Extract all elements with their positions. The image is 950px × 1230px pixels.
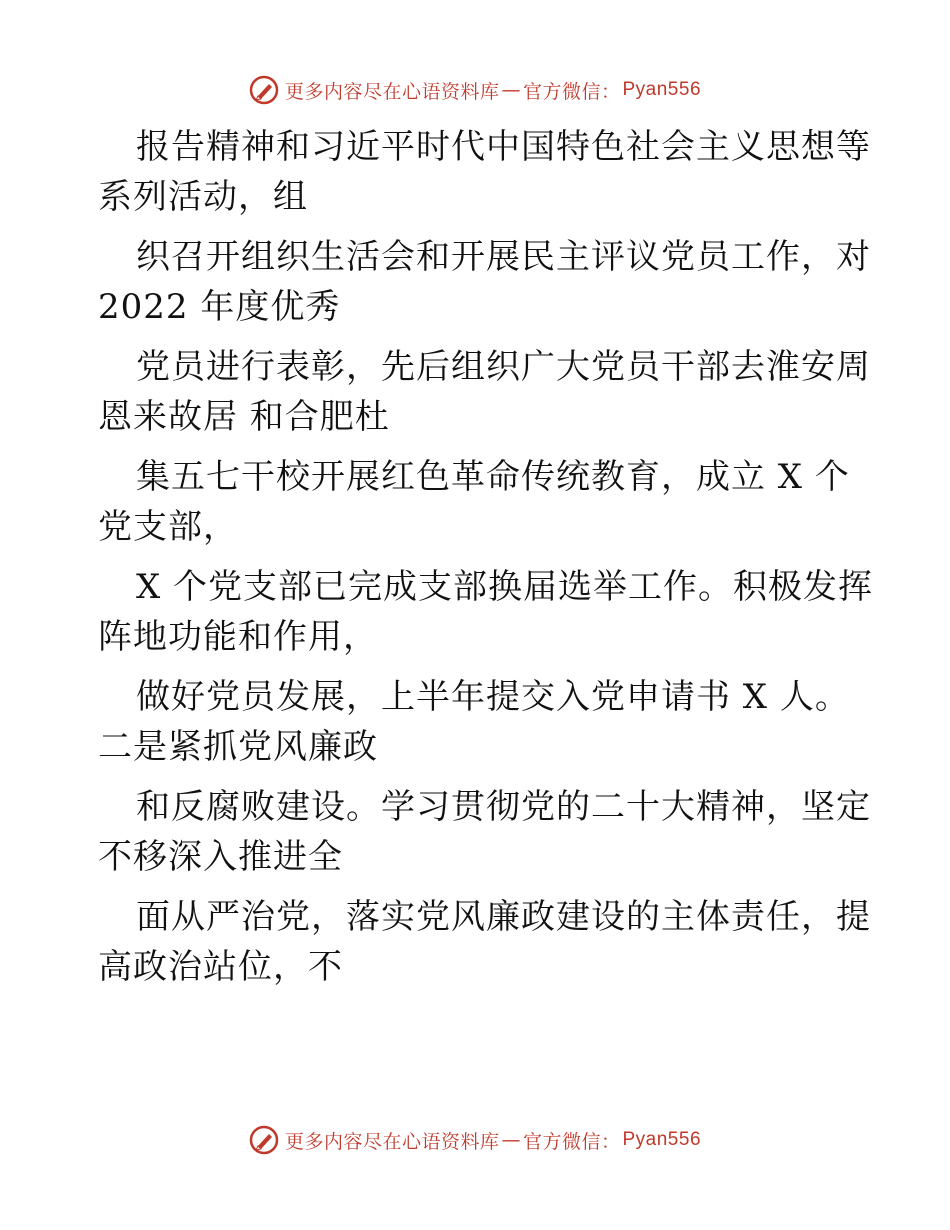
paragraph-line: 不移深入推进全 xyxy=(98,837,343,877)
watermark-dash: — xyxy=(501,79,521,101)
paragraph xyxy=(98,342,871,442)
watermark-id: Pyan556 xyxy=(622,79,702,100)
header-watermark xyxy=(0,70,950,110)
paragraph-line: 做好党员发展，上半年提交入党申请书 X 人。 xyxy=(136,677,850,717)
paragraph xyxy=(98,782,871,882)
watermark-id: Pyan556 xyxy=(622,1129,702,1150)
paragraph-line: 二是紧抓党风廉政 xyxy=(98,727,378,767)
watermark-label: 官方微信： xyxy=(522,80,621,103)
document-body xyxy=(98,122,874,1002)
paragraph-line: 党支部， xyxy=(98,507,238,547)
footer-watermark xyxy=(0,1120,950,1160)
paragraph xyxy=(98,672,858,772)
watermark-text: 更多内容尽在心语资料库 xyxy=(284,80,500,103)
paragraph xyxy=(98,232,871,332)
paragraph-line: 织召开组织生活会和开展民主评议党员工作，对 xyxy=(136,237,871,277)
paragraph xyxy=(98,892,871,992)
watermark-dash: — xyxy=(501,1129,521,1151)
watermark-text: 更多内容尽在心语资料库 xyxy=(284,1130,500,1153)
watermark-label: 官方微信： xyxy=(522,1130,621,1153)
paragraph-line: 面从严治党，落实党风廉政建设的主体责任，提 xyxy=(136,897,871,937)
paragraph-line: 和反腐败建设。学习贯彻党的二十大精神，坚定 xyxy=(136,787,871,827)
paragraph-line: 2022 年度优秀 xyxy=(98,287,341,327)
pen-logo-icon xyxy=(249,75,279,105)
paragraph xyxy=(98,122,871,222)
paragraph xyxy=(98,452,858,552)
paragraph xyxy=(98,562,874,662)
paragraph-line: 阵地功能和作用， xyxy=(98,617,378,657)
paragraph-line: 恩来故居 和合肥杜 xyxy=(98,397,390,437)
paragraph-line: 系列活动，组 xyxy=(98,177,308,217)
paragraph-line: X 个党支部已完成支部换届选举工作。积极发挥 xyxy=(136,567,874,607)
pen-logo-icon xyxy=(249,1125,279,1155)
paragraph-line: 报告精神和习近平时代中国特色社会主义思想等 xyxy=(136,127,871,167)
paragraph-line: 党员进行表彰，先后组织广大党员干部去淮安周 xyxy=(136,347,871,387)
paragraph-line: 高政治站位，不 xyxy=(98,947,343,987)
paragraph-line: 集五七干校开展红色革命传统教育，成立 X 个 xyxy=(136,457,850,497)
